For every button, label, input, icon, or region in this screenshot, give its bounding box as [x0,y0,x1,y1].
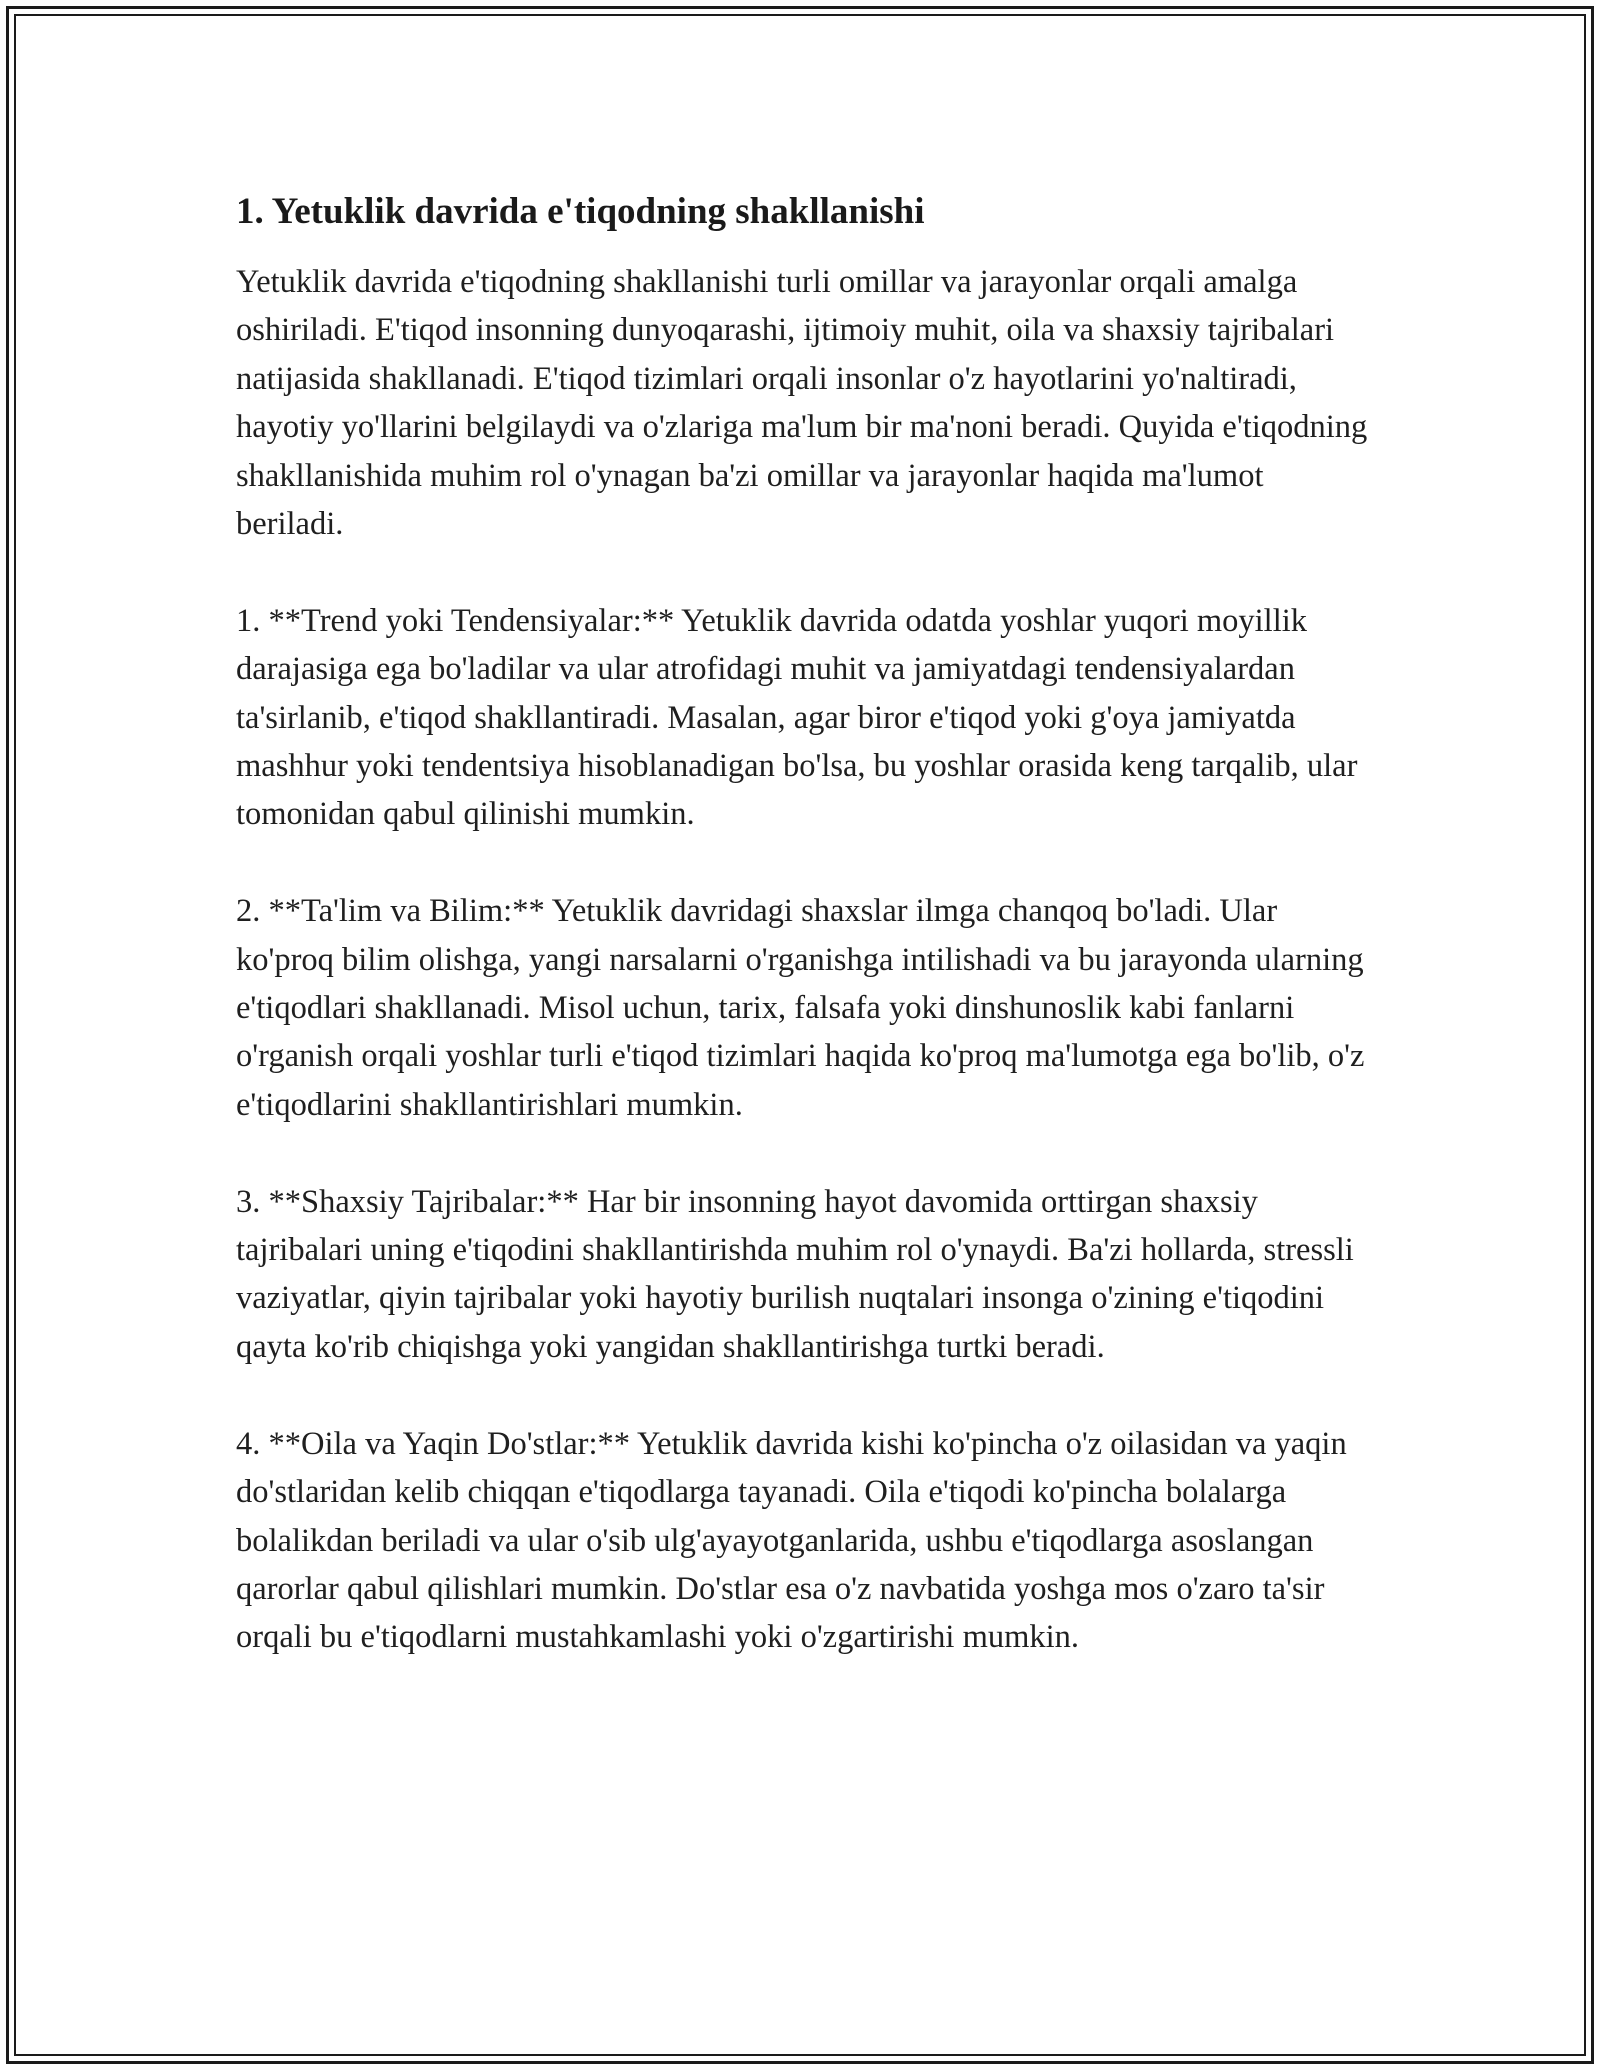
document-body [236,188,1376,1710]
paragraph-personal-experience: 3. **Shaxsiy Tajribalar:** Har bir insonning hayot davomida orttirgan shaxsiy tajribalari uning e'tiqodini shakllantirishda muhim rol o'ynaydi. Ba'zi hollarda, stressli vaziyatlar, qiyin tajribalar yoki hayotiy burilish nuqtalari insonga o'zining e'tiqodini qayta ko'rib chiqishga yoki yangidan shakllantirishga turtki beradi. [236,1183,1354,1365]
section-heading: 1. Yetuklik davrida e'tiqodning shakllanishi [236,191,925,232]
paragraph-trend: 1. **Trend yoki Tendensiyalar:** Yetuklik davrida odatda yoshlar yuqori moyillik darajasiga ega bo'ladilar va ular atrofidagi muhit va jamiyatdagi tendensiyalardan ta'sirlanib, e'tiqod shakllantiradi. Masalan, agar biror e'tiqod yoki g'oya jamiyatda mashhur yoki tendentsiya hisoblanadigan bo'lsa, bu yoshlar orasida keng tarqalib, ular tomonidan qabul qilinishi mumkin. [236,602,1358,833]
paragraph-family-friends: 4. **Oila va Yaqin Do'stlar:** Yetuklik davrida kishi ko'pincha o'z oilasidan va yaqin do'stlaridan kelib chiqqan e'tiqodlarga tayanadi. Oila e'tiqodi ko'pincha bolalarga bolalikdan beriladi va ular o'sib ulg'ayayotganlarida, ushbu e'tiqodlarga asoslangan qarorlar qabul qilishlari mumkin. Do'stlar esa o'z navbatida yoshga mos o'zaro ta'sir orqali bu e'tiqodlarni mustahkamlashi yoki o'zgartirishi mumkin. [236,1425,1347,1656]
paragraph-education: 2. **Ta'lim va Bilim:** Yetuklik davridagi shaxslar ilmga chanqoq bo'ladi. Ular ko'proq bilim olishga, yangi narsalarni o'rganishga intilishadi va bu jarayonda ularning e'tiqodlari shakllanadi. Misol uchun, tarix, falsafa yoki dinshunoslik kabi fanlarni o'rganish orqali yoshlar turli e'tiqod tizimlari haqida ko'proq ma'lumotga ega bo'lib, o'z e'tiqodlarini shakllantirishlari mumkin. [236,893,1365,1123]
intro-paragraph: Yetuklik davrida e'tiqodning shakllanishi turli omillar va jarayonlar orqali amalga oshiriladi. E'tiqod insonning dunyoqarashi, ijtimoiy muhit, oila va shaxsiy tajribalari natijasida shakllanadi. E'tiqod tizimlari orqali insonlar o'z hayotlarini yo'naltiradi, hayotiy yo'llarini belgilaydi va o'zlariga ma'lum bir ma'noni beradi. Quyida e'tiqodning shakllanishida muhim rol o'ynagan ba'zi omillar va jarayonlar haqida ma'lumot beriladi. [236,264,1368,543]
